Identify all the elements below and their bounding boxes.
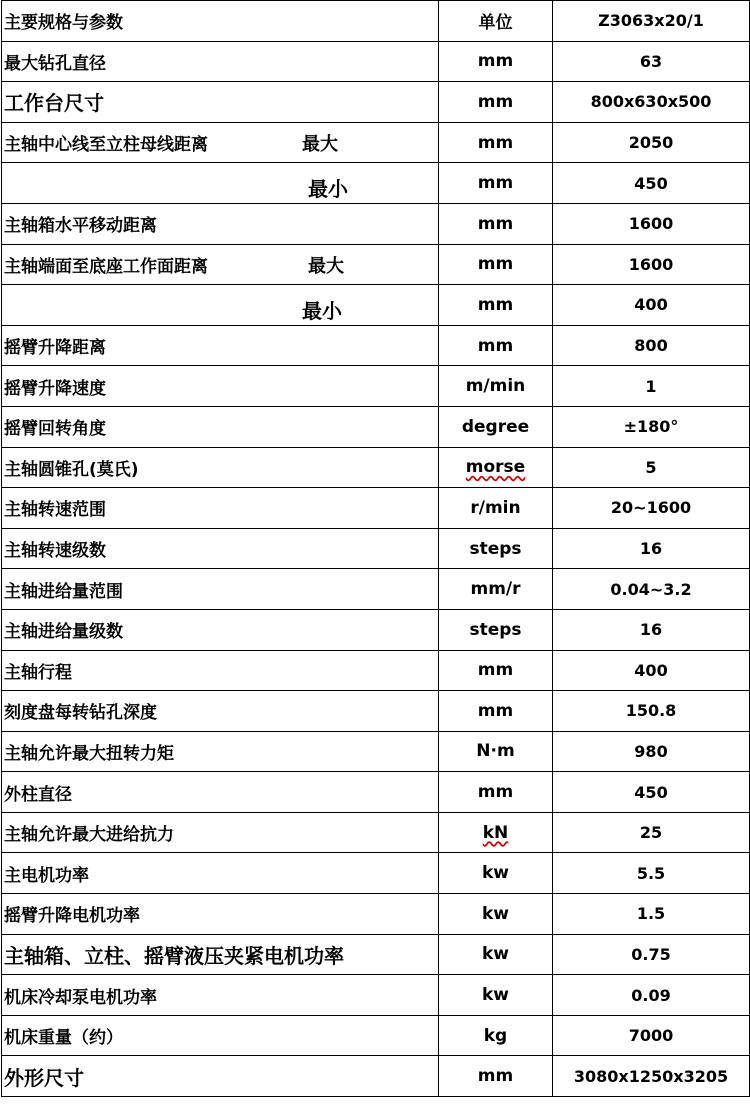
unit-text: steps <box>469 538 522 559</box>
value-cell: 450 <box>553 772 750 813</box>
value-cell: 63 <box>553 41 750 82</box>
param-cell <box>2 1015 439 1056</box>
param-sub-label: 最大 <box>308 255 344 277</box>
param-cell <box>2 528 439 569</box>
spec-row <box>2 569 750 610</box>
unit-text: kw <box>481 985 509 1006</box>
spec-row <box>2 691 750 732</box>
unit-text: mm <box>477 782 514 803</box>
param-name: 机床冷却泵电机功率 <box>4 987 157 1008</box>
unit-cell <box>439 122 553 163</box>
spec-row <box>2 853 750 894</box>
param-cell <box>2 772 439 813</box>
param-name: 主轴转速级数 <box>4 541 106 562</box>
spec-row <box>2 122 750 163</box>
unit-text: mm <box>477 51 514 72</box>
value-cell: 16 <box>553 528 750 569</box>
param-cell <box>2 82 439 123</box>
param-cell <box>2 975 439 1016</box>
unit-cell <box>439 82 553 123</box>
spec-row <box>2 285 750 326</box>
unit-cell <box>439 285 553 326</box>
param-name: 主轴允许最大扭转力矩 <box>4 743 174 764</box>
value-cell: 7000 <box>553 1015 750 1056</box>
param-name: 外柱直径 <box>4 784 72 805</box>
unit-cell <box>439 41 553 82</box>
value-cell: 20~1600 <box>553 488 750 529</box>
param-cell <box>2 1056 439 1097</box>
unit-cell <box>439 731 553 772</box>
value-cell: 1600 <box>553 244 750 285</box>
spec-row <box>2 934 750 975</box>
param-cell <box>2 569 439 610</box>
value-cell: 0.09 <box>553 975 750 1016</box>
unit-text: mm <box>477 91 514 112</box>
param-cell <box>2 650 439 691</box>
spec-row <box>2 406 750 447</box>
param-name: 主电机功率 <box>4 865 89 886</box>
unit-cell <box>439 528 553 569</box>
unit-text: kw <box>481 944 509 965</box>
param-name: 主轴圆锥孔(莫氏) <box>4 459 139 480</box>
param-name: 主轴进给量级数 <box>4 622 123 643</box>
unit-cell <box>439 975 553 1016</box>
spec-row <box>2 812 750 853</box>
param-cell <box>2 731 439 772</box>
unit-cell <box>439 406 553 447</box>
param-name: 最大钻孔直径 <box>4 53 106 74</box>
spec-row <box>2 447 750 488</box>
param-cell <box>2 812 439 853</box>
value-cell: 3080x1250x3205 <box>553 1056 750 1097</box>
unit-cell <box>439 447 553 488</box>
spec-row <box>2 488 750 529</box>
value-cell: 800x630x500 <box>553 82 750 123</box>
spec-row <box>2 82 750 123</box>
param-cell <box>2 41 439 82</box>
spec-row <box>2 366 750 407</box>
value-cell: 25 <box>553 812 750 853</box>
param-name: 主轴箱水平移动距离 <box>4 216 157 237</box>
param-cell <box>2 325 439 366</box>
value-cell: 5 <box>553 447 750 488</box>
unit-cell <box>439 853 553 894</box>
unit-cell <box>439 1015 553 1056</box>
param-cell <box>2 244 439 285</box>
spec-row <box>2 609 750 650</box>
value-cell: 16 <box>553 609 750 650</box>
value-cell: 5.5 <box>553 853 750 894</box>
param-cell <box>2 203 439 244</box>
value-cell: 0.04~3.2 <box>553 569 750 610</box>
value-cell: 150.8 <box>553 691 750 732</box>
param-name: 主轴端面至底座工作面距离 <box>4 256 208 277</box>
value-cell: 1.5 <box>553 894 750 935</box>
spec-row <box>2 1056 750 1097</box>
value-cell: 800 <box>553 325 750 366</box>
param-cell <box>2 366 439 407</box>
unit-text: mm <box>477 254 514 275</box>
unit-cell <box>439 244 553 285</box>
param-cell <box>2 122 439 163</box>
value-cell: 400 <box>553 650 750 691</box>
param-cell <box>2 406 439 447</box>
spec-row <box>2 163 750 204</box>
param-cell <box>2 285 439 326</box>
unit-cell <box>439 163 553 204</box>
value-cell: 1 <box>553 366 750 407</box>
unit-text: degree <box>461 416 530 437</box>
param-name: 主轴允许最大进给抗力 <box>4 825 174 846</box>
unit-text: m/min <box>465 376 526 397</box>
unit-text: mm <box>477 132 514 153</box>
unit-cell <box>439 934 553 975</box>
param-cell <box>2 934 439 975</box>
param-sub-label: 最小 <box>302 298 342 323</box>
param-sub-label: 最小 <box>308 177 348 202</box>
unit-text: mm/r <box>470 579 521 600</box>
param-name: 主轴箱、立柱、摇臂液压夹紧电机功率 <box>4 943 344 968</box>
unit-text: kN <box>482 822 509 843</box>
unit-cell <box>439 325 553 366</box>
param-name: 刻度盘每转钻孔深度 <box>4 703 157 724</box>
spec-row <box>2 203 750 244</box>
header-unit: 单位 <box>439 1 553 42</box>
spec-table <box>1 0 750 1097</box>
unit-text: mm <box>477 1066 514 1087</box>
param-sub-label: 最大 <box>302 134 338 156</box>
unit-cell <box>439 203 553 244</box>
unit-cell <box>439 609 553 650</box>
param-name: 摇臂升降距离 <box>4 338 106 359</box>
unit-text: morse <box>465 457 526 478</box>
param-name: 主轴中心线至立柱母线距离 <box>4 135 208 156</box>
unit-cell <box>439 366 553 407</box>
spec-row <box>2 975 750 1016</box>
spec-row <box>2 772 750 813</box>
unit-text: r/min <box>470 497 521 518</box>
param-cell <box>2 894 439 935</box>
spec-row <box>2 1015 750 1056</box>
param-cell <box>2 163 439 204</box>
value-cell: ±180° <box>553 406 750 447</box>
param-name: 主轴进给量范围 <box>4 581 123 602</box>
unit-text: mm <box>477 213 514 234</box>
unit-cell <box>439 1056 553 1097</box>
param-name: 主轴转速范围 <box>4 500 106 521</box>
unit-cell <box>439 488 553 529</box>
header-row <box>2 1 750 42</box>
param-name: 主轴行程 <box>4 662 72 683</box>
value-cell: 0.75 <box>553 934 750 975</box>
unit-cell <box>439 650 553 691</box>
param-name: 机床重量（约） <box>4 1028 123 1049</box>
unit-text: N·m <box>476 741 515 762</box>
spec-row <box>2 244 750 285</box>
param-name: 工作台尺寸 <box>4 91 104 116</box>
param-name: 外形尺寸 <box>4 1065 84 1090</box>
spec-row <box>2 894 750 935</box>
param-name: 摇臂升降速度 <box>4 378 106 399</box>
value-cell: 450 <box>553 163 750 204</box>
unit-text: mm <box>477 700 514 721</box>
unit-cell <box>439 772 553 813</box>
value-cell: 400 <box>553 285 750 326</box>
unit-text: kg <box>483 1025 508 1046</box>
unit-text: kw <box>481 863 509 884</box>
param-cell <box>2 691 439 732</box>
spec-row <box>2 325 750 366</box>
unit-text: mm <box>477 660 514 681</box>
unit-text: kw <box>481 903 509 924</box>
param-name: 摇臂升降电机功率 <box>4 906 140 927</box>
value-cell: 2050 <box>553 122 750 163</box>
spec-row <box>2 41 750 82</box>
unit-text: mm <box>477 294 514 315</box>
unit-text: mm <box>477 173 514 194</box>
unit-text: steps <box>469 619 522 640</box>
param-cell <box>2 488 439 529</box>
param-cell <box>2 609 439 650</box>
unit-cell <box>439 894 553 935</box>
spec-row <box>2 731 750 772</box>
value-cell: 980 <box>553 731 750 772</box>
param-cell <box>2 853 439 894</box>
spec-row <box>2 528 750 569</box>
unit-cell <box>439 691 553 732</box>
unit-text: mm <box>477 335 514 356</box>
value-cell: 1600 <box>553 203 750 244</box>
header-model: Z3063x20/1 <box>553 1 750 42</box>
param-cell <box>2 447 439 488</box>
param-name: 摇臂回转角度 <box>4 419 106 440</box>
unit-cell <box>439 569 553 610</box>
header-param: 主要规格与参数 <box>2 1 439 42</box>
unit-cell <box>439 812 553 853</box>
spec-row <box>2 650 750 691</box>
